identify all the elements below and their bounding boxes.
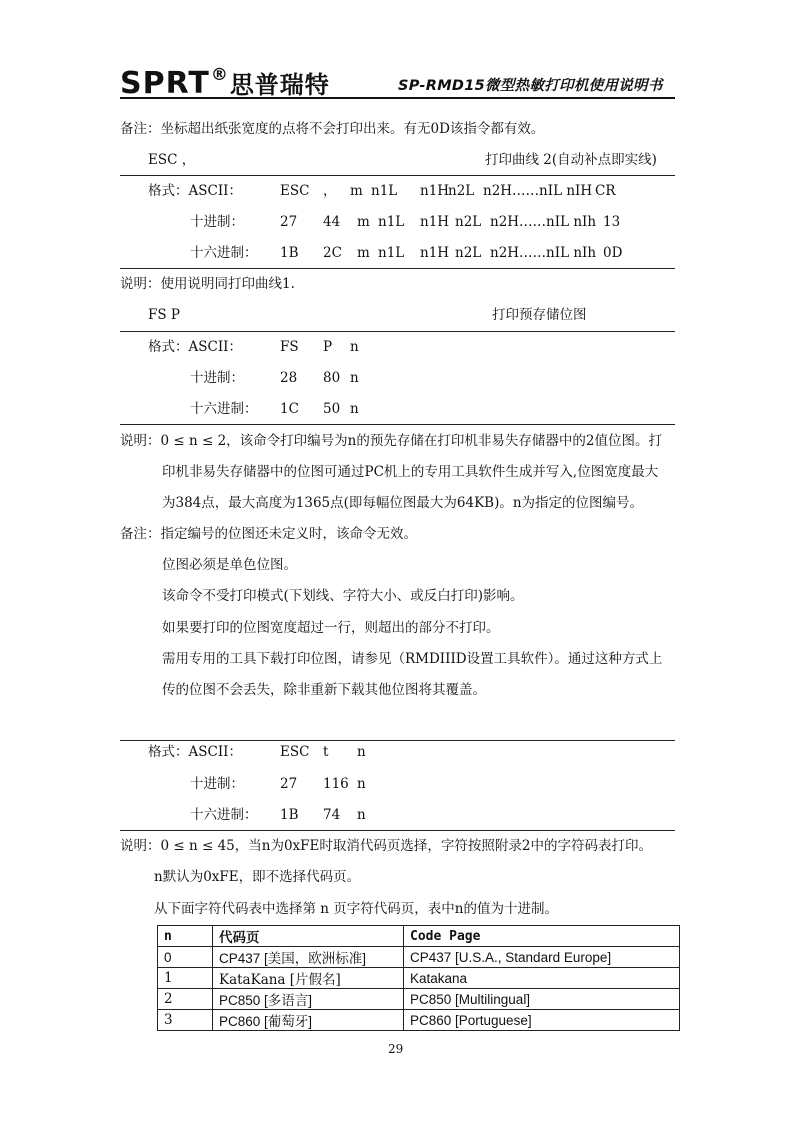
explanation-line: 印机非易失存储器中的位图可通过PC机上的专用工具软件生成并写入,位图宽度最大 xyxy=(162,464,659,480)
format-cell: 116 xyxy=(323,776,349,792)
format-cell: P xyxy=(323,339,333,355)
format-label: 十进制： xyxy=(190,214,244,230)
format-cell: 1B xyxy=(280,807,299,823)
format-label: 格式：ASCII： xyxy=(148,744,242,760)
command-description: 打印预存储位图 xyxy=(492,307,587,323)
format-cell: t xyxy=(323,744,329,760)
table-header-cell: Code Page xyxy=(404,926,680,947)
format-cell: n1H xyxy=(420,245,450,261)
format-label: 十六进制： xyxy=(190,245,258,261)
format-cell: n1L xyxy=(378,245,405,261)
table-header-cell: n xyxy=(158,926,213,947)
code-page-table xyxy=(157,925,680,1031)
format-cell: ESC xyxy=(280,183,310,199)
table-cell: 2 xyxy=(158,989,213,1010)
table-cell: CP437 [U.S.A., Standard Europe] xyxy=(404,947,680,968)
table-row xyxy=(158,947,680,968)
table-row xyxy=(158,989,680,1010)
format-cell: 2C xyxy=(323,245,342,261)
format-label: 十六进制： xyxy=(190,807,258,823)
rule xyxy=(120,175,675,176)
format-cell: m xyxy=(357,245,370,261)
format-cell: ， xyxy=(323,183,337,199)
table-row xyxy=(158,1010,680,1031)
format-cell: n xyxy=(357,807,366,823)
table-cell: CP437 [美国，欧洲标准] xyxy=(213,947,404,968)
table-cell: PC850 [Multilingual] xyxy=(404,989,680,1010)
format-label: 格式：ASCII： xyxy=(148,339,242,355)
format-cell: 50 xyxy=(323,401,341,417)
format-label: 十进制： xyxy=(190,776,244,792)
table-header-cell: 代码页 xyxy=(213,926,404,947)
brand-logo xyxy=(120,58,330,102)
format-cell: FS xyxy=(280,339,299,355)
format-cell: 27 xyxy=(280,214,298,230)
rule xyxy=(120,740,675,741)
logo-chinese: 思普瑞特 xyxy=(229,70,330,99)
document-title: SP-RMD15微型热敏打印机使用说明书 xyxy=(398,78,663,94)
rule xyxy=(120,268,675,269)
format-cell: n2L xyxy=(455,245,482,261)
format-cell: 1C xyxy=(280,401,299,417)
format-cell: m xyxy=(350,183,363,199)
format-cell: CR xyxy=(595,183,616,199)
format-cell: ESC xyxy=(280,744,310,760)
format-label: 十进制： xyxy=(190,370,244,386)
table-cell: 3 xyxy=(158,1010,213,1031)
rule xyxy=(120,830,675,831)
command-name: FS P xyxy=(148,307,180,323)
format-cell: 13 xyxy=(603,214,621,230)
format-cell: n2H……nIL nIh xyxy=(490,214,597,230)
format-cell: n xyxy=(350,401,359,417)
format-cell: 44 xyxy=(323,214,341,230)
format-cell: m xyxy=(357,214,370,230)
format-cell: 1B xyxy=(280,245,299,261)
format-cell: n2L xyxy=(455,214,482,230)
format-cell: n2L xyxy=(448,183,475,199)
note-line: 该命令不受打印模式(下划线、字符大小、或反白打印)影响。 xyxy=(162,588,524,604)
format-cell: n2H……nIL nIh xyxy=(490,245,597,261)
explanation-line: 为384点，最大高度为1365点(即每幅位图最大为64KB)。n为指定的位图编号。 xyxy=(162,495,644,511)
explanation-line: 说明：0 ≤ n ≤ 45，当n为0xFE时取消代码页选择，字符按照附录2中的字符码表打印。 xyxy=(120,838,652,854)
rule xyxy=(120,424,675,425)
logo-text: SPRT xyxy=(120,66,210,101)
format-cell: 74 xyxy=(323,807,341,823)
format-cell: 28 xyxy=(280,370,298,386)
format-cell: n xyxy=(350,339,359,355)
table-cell: KataKana [片假名] xyxy=(213,968,404,989)
explanation-line: 说明：0 ≤ n ≤ 2，该命令打印编号为n的预先存储在打印机非易失存储器中的2值位图。打 xyxy=(120,433,662,449)
table-cell: PC860 [葡萄牙] xyxy=(213,1010,404,1031)
format-cell: n1H xyxy=(420,183,450,199)
format-label: 格式：ASCII： xyxy=(148,183,242,199)
note-line: 如果要打印的位图宽度超过一行，则超出的部分不打印。 xyxy=(162,620,500,636)
note-line: 传的位图不会丢失，除非重新下载其他位图将其覆盖。 xyxy=(162,682,486,698)
note-line: 备注：指定编号的位图还未定义时，该命令无效。 xyxy=(120,526,417,542)
table-cell: Katakana xyxy=(404,968,680,989)
rule xyxy=(120,331,675,332)
explanation-line: n默认为0xFE，即不选择代码页。 xyxy=(154,869,361,885)
format-cell: 80 xyxy=(323,370,341,386)
table-cell: PC860 [Portuguese] xyxy=(404,1010,680,1031)
explanation-line: 说明：使用说明同打印曲线1. xyxy=(120,276,295,292)
note-line: 需用专用的工具下载打印位图，请参见（RMDIIID设置工具软件）。通过这种方式上 xyxy=(162,651,663,667)
format-cell: n1H xyxy=(420,214,450,230)
table-row xyxy=(158,968,680,989)
table-cell: PC850 [多语言] xyxy=(213,989,404,1010)
registered-mark: ® xyxy=(210,65,229,85)
format-cell: n1L xyxy=(371,183,398,199)
format-cell: n xyxy=(350,370,359,386)
format-cell: n1L xyxy=(378,214,405,230)
command-description: 打印曲线 2(自动补点即实线) xyxy=(485,152,657,168)
format-cell: 0D xyxy=(603,245,623,261)
header-rule xyxy=(120,97,675,99)
format-label: 十六进制： xyxy=(190,401,258,417)
command-name: ESC ， xyxy=(148,152,196,168)
format-cell: 27 xyxy=(280,776,298,792)
table-cell: 0 xyxy=(158,947,213,968)
table-header-row xyxy=(158,926,680,947)
page-number: 29 xyxy=(388,1042,404,1056)
format-cell: n xyxy=(357,776,366,792)
note-line: 位图必须是单色位图。 xyxy=(162,557,297,573)
table-cell: 1 xyxy=(158,968,213,989)
note-line: 备注：坐标超出纸张宽度的点将不会打印出来。有无0D该指令都有效。 xyxy=(120,121,545,137)
explanation-line: 从下面字符代码表中选择第 n 页字符代码页，表中n的值为十进制。 xyxy=(154,901,558,917)
format-cell: n xyxy=(357,744,366,760)
format-cell: n2H……nIL nIH xyxy=(483,183,593,199)
